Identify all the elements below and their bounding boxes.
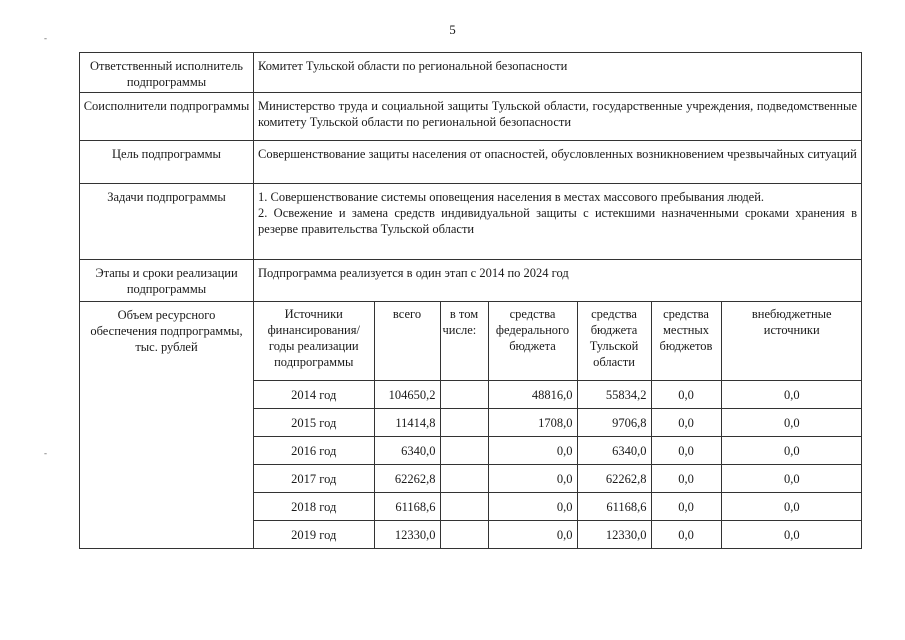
- empty-cell: [440, 521, 488, 549]
- table-row: [80, 141, 862, 184]
- empty-cell: [440, 409, 488, 437]
- row-value: Совершенствование защиты населения от опасностей, обусловленных возникновением чрезвычайных ситуаций: [254, 141, 862, 184]
- extra-cell: 0,0: [721, 409, 862, 437]
- task-item: 1. Совершенствование системы оповещения населения в местах массового пребывания людей.: [258, 190, 765, 204]
- row-value: Комитет Тульской области по региональной безопасности: [254, 53, 862, 93]
- federal-cell: 48816,0: [488, 381, 577, 409]
- extra-cell: 0,0: [721, 493, 862, 521]
- row-value: [254, 184, 862, 260]
- federal-cell: 0,0: [488, 521, 577, 549]
- header-cell: всего: [374, 302, 440, 381]
- row-label: Соисполнители подпрограммы: [80, 93, 254, 141]
- table-row: [254, 521, 862, 549]
- header-cell: средства бюджета Тульской области: [577, 302, 651, 381]
- subprogram-passport-table: [79, 52, 862, 549]
- funding-header-row: [254, 302, 862, 381]
- total-cell: 12330,0: [374, 521, 440, 549]
- local-cell: 0,0: [651, 437, 721, 465]
- extra-cell: 0,0: [721, 465, 862, 493]
- total-cell: 11414,8: [374, 409, 440, 437]
- table-row: [80, 260, 862, 302]
- extra-cell: 0,0: [721, 381, 862, 409]
- table-row: [254, 409, 862, 437]
- row-label: Ответственный исполнитель подпрограммы: [80, 53, 254, 93]
- empty-cell: [440, 493, 488, 521]
- total-cell: 104650,2: [374, 381, 440, 409]
- empty-cell: [440, 437, 488, 465]
- extra-cell: 0,0: [721, 521, 862, 549]
- row-value: Подпрограмма реализуется в один этап с 2014 по 2024 год: [254, 260, 862, 302]
- year-cell: 2019 год: [254, 521, 374, 549]
- funding-table: [254, 302, 862, 548]
- local-cell: 0,0: [651, 521, 721, 549]
- year-cell: 2014 год: [254, 381, 374, 409]
- total-cell: 62262,8: [374, 465, 440, 493]
- regional-cell: 12330,0: [577, 521, 651, 549]
- empty-cell: [440, 381, 488, 409]
- header-cell: Источники финансирования/ годы реализации подпрограммы: [254, 302, 374, 381]
- local-cell: 0,0: [651, 409, 721, 437]
- row-value: Министерство труда и социальной защиты Тульской области, государственные учреждения, подведомственные комитету Тульской области по региональной безопасности: [254, 93, 862, 141]
- header-cell: средства федерального бюджета: [488, 302, 577, 381]
- local-cell: 0,0: [651, 493, 721, 521]
- table-row: [80, 184, 862, 260]
- year-cell: 2018 год: [254, 493, 374, 521]
- funding-row: [80, 302, 862, 549]
- federal-cell: 1708,0: [488, 409, 577, 437]
- table-row: [254, 465, 862, 493]
- table-row: [80, 53, 862, 93]
- regional-cell: 55834,2: [577, 381, 651, 409]
- extra-cell: 0,0: [721, 437, 862, 465]
- table-row: [80, 93, 862, 141]
- funding-cell: [254, 302, 862, 549]
- empty-cell: [440, 465, 488, 493]
- row-label: Этапы и сроки реализации подпрограммы: [80, 260, 254, 302]
- table-row: [254, 381, 862, 409]
- total-cell: 6340,0: [374, 437, 440, 465]
- header-cell: в том числе:: [440, 302, 488, 381]
- local-cell: 0,0: [651, 381, 721, 409]
- federal-cell: 0,0: [488, 493, 577, 521]
- federal-cell: 0,0: [488, 437, 577, 465]
- local-cell: 0,0: [651, 465, 721, 493]
- task-item: 2. Освежение и замена средств индивидуальной защиты с истекшими назначенными сроками хранения в резерве правительства Тульской области: [258, 206, 857, 236]
- margin-mark: -: [44, 33, 47, 43]
- regional-cell: 9706,8: [577, 409, 651, 437]
- header-cell: средства местных бюджетов: [651, 302, 721, 381]
- margin-mark: -: [44, 448, 47, 458]
- regional-cell: 62262,8: [577, 465, 651, 493]
- regional-cell: 61168,6: [577, 493, 651, 521]
- year-cell: 2015 год: [254, 409, 374, 437]
- row-label: Задачи подпрограммы: [80, 184, 254, 260]
- regional-cell: 6340,0: [577, 437, 651, 465]
- year-cell: 2017 год: [254, 465, 374, 493]
- header-cell: внебюджетные источники: [721, 302, 862, 381]
- table-row: [254, 493, 862, 521]
- year-cell: 2016 год: [254, 437, 374, 465]
- row-label: Цель подпрограммы: [80, 141, 254, 184]
- page-number: 5: [449, 22, 456, 37]
- table-row: [254, 437, 862, 465]
- total-cell: 61168,6: [374, 493, 440, 521]
- row-label: Объем ресурсного обеспечения подпрограммы, тыс. рублей: [80, 302, 254, 549]
- federal-cell: 0,0: [488, 465, 577, 493]
